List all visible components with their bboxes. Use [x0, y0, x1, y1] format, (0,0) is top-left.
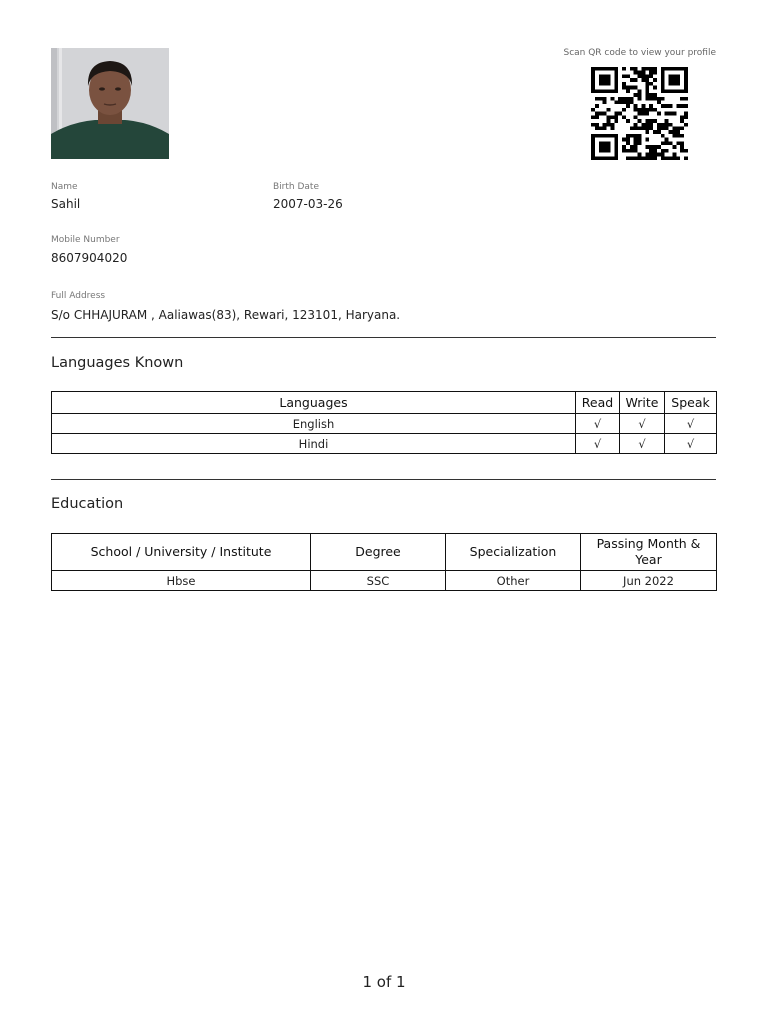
header-read: Read: [576, 392, 620, 414]
profile-photo: [51, 48, 169, 159]
divider: [51, 337, 716, 338]
header-write: Write: [620, 392, 665, 414]
education-table: [51, 533, 717, 591]
header-languages: Languages: [52, 392, 576, 414]
languages-table: [51, 391, 717, 454]
language-name: English: [52, 414, 576, 434]
education-section-title: Education: [51, 496, 124, 512]
name-value: Sahil: [51, 197, 81, 211]
page-indicator: 1 of 1: [362, 973, 406, 991]
table-row: [52, 571, 717, 591]
name-label: Name: [51, 182, 78, 192]
header-passing-date: Passing Month & Year: [581, 534, 717, 571]
qr-caption: Scan QR code to view your profile: [563, 48, 716, 58]
address-value: S/o CHHAJURAM , Aaliawas(83), Rewari, 123101, Haryana.: [51, 308, 401, 322]
speak-check: √: [665, 434, 717, 454]
header-institute: School / University / Institute: [52, 534, 311, 571]
header-degree: Degree: [311, 534, 446, 571]
speak-check: √: [665, 414, 717, 434]
birth-date-label: Birth Date: [273, 182, 319, 192]
birth-date-value: 2007-03-26: [273, 197, 343, 211]
languages-section-title: Languages Known: [51, 355, 184, 371]
degree-value: SSC: [311, 571, 446, 591]
languages-header-row: [52, 392, 717, 414]
header-specialization: Specialization: [446, 534, 581, 571]
write-check: √: [620, 414, 665, 434]
specialization-value: Other: [446, 571, 581, 591]
write-check: √: [620, 434, 665, 454]
address-label: Full Address: [51, 291, 106, 301]
table-row: [52, 434, 717, 454]
institute-value: Hbse: [52, 571, 311, 591]
header-speak: Speak: [665, 392, 717, 414]
mobile-value: 8607904020: [51, 251, 128, 265]
qr-code-icon: [591, 67, 688, 160]
read-check: √: [576, 434, 620, 454]
table-row: [52, 414, 717, 434]
passing-date-value: Jun 2022: [581, 571, 717, 591]
language-name: Hindi: [52, 434, 576, 454]
qr-code-image: [591, 67, 688, 160]
divider: [51, 479, 716, 480]
profile-photo-image: [51, 48, 169, 159]
mobile-label: Mobile Number: [51, 235, 120, 245]
read-check: √: [576, 414, 620, 434]
education-header-row: [52, 534, 717, 571]
